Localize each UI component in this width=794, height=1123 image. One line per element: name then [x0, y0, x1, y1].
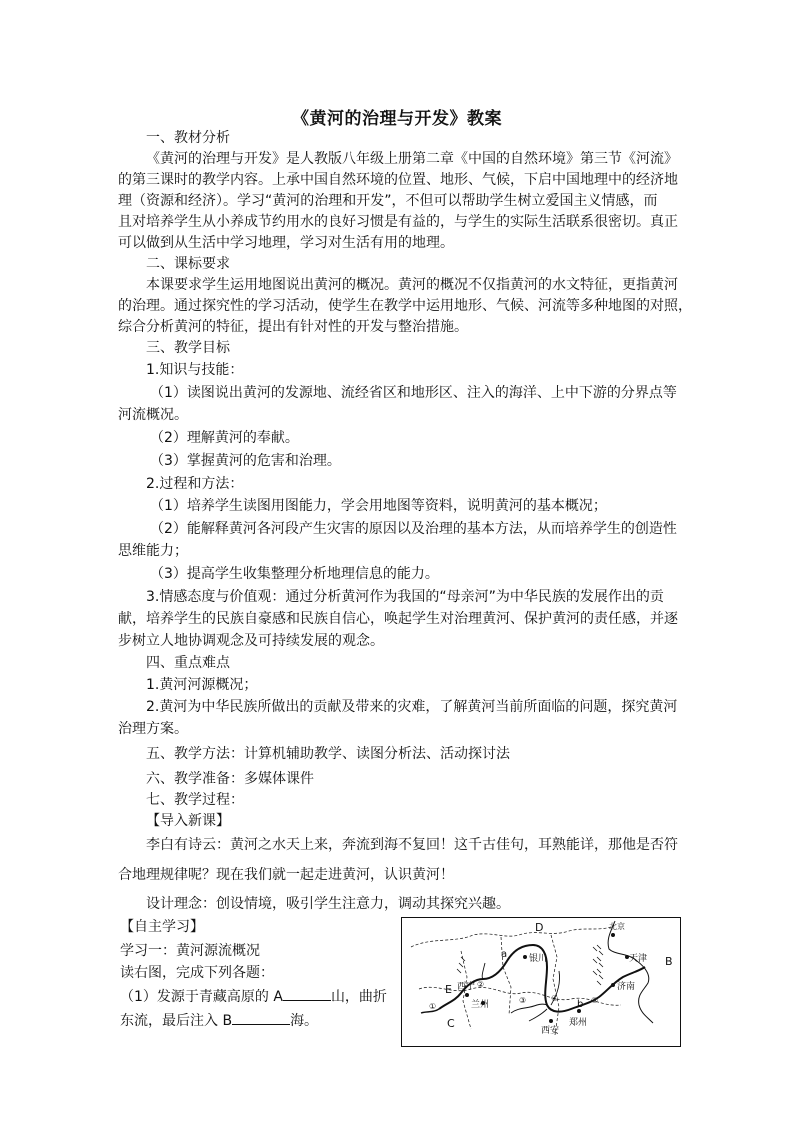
map-label-c: C [447, 1017, 455, 1030]
paragraph-line: （2）理解黄河的奉献。 [150, 430, 299, 446]
paragraph-line: 综合分析黄河的特征，提出有针对性的开发与整治措施。 [118, 319, 468, 335]
map-label-b-lower: b [577, 999, 584, 1010]
map-label-city: 郑州 [569, 1018, 588, 1028]
map-label-b: B [665, 955, 673, 968]
map-label-a: a [501, 949, 508, 960]
paragraph-line: 设计理念：创设情境，吸引学生注意力，调动其探究兴趣。 [146, 896, 510, 912]
paragraph-line: （1）培养学生读图用图能力，学会用地图等资料，说明黄河的基本概况； [150, 498, 607, 514]
question-text: 山，曲折 [330, 989, 387, 1005]
question-line-2 [120, 1010, 318, 1031]
paragraph-line: 治理方案。 [118, 721, 188, 737]
section-heading-1: 一、教材分析 [146, 130, 230, 146]
paragraph-line: 李白有诗云：黄河之水天上来，奔流到海不复回！这千古佳句，耳熟能详，那他是否符 [146, 837, 678, 853]
map-label-num: ③ [519, 996, 527, 1005]
paragraph-line: 本课要求学生运用地图说出黄河的概况。黄河的概况不仅指黄河的水文特征，更指黄河 [146, 277, 678, 293]
paragraph-line: 河流概况。 [118, 407, 188, 423]
map-label-num: ① [429, 1002, 437, 1011]
paragraph-line: 学习一：黄河源流概况 [120, 943, 260, 959]
section-heading-4: 四、重点难点 [146, 655, 230, 671]
question-text: 东流，最后注入 B [120, 1013, 233, 1029]
city-dot [523, 955, 527, 959]
subheading: 【自主学习】 [120, 919, 204, 935]
paragraph-line: 思维能力； [118, 543, 188, 559]
paragraph-line: 献，培养学生的民族自豪感和民族自信心，唤起学生对治理黄河、保护黄河的责任感，并逐 [118, 611, 678, 627]
section-heading-6: 六、教学准备：多媒体课件 [146, 771, 314, 787]
map-label-city: 西安 [541, 1026, 560, 1036]
section-heading-3: 三、教学目标 [146, 340, 230, 356]
paragraph-line: （3）掌握黄河的危害和治理。 [150, 453, 341, 469]
paragraph-line: 且对培养学生从小养成节约用水的良好习惯是有益的，与学生的实际生活联系很密切。真正 [118, 214, 678, 230]
paragraph-line: 2.黄河为中华民族所做出的贡献及带来的灾难，了解黄河当前所面临的问题，探究黄河 [146, 699, 678, 715]
paragraph-line: 的治理。通过探究性的学习活动，使学生在教学中运用地形、气候、河流等多种地图的对照， [118, 298, 692, 314]
paragraph-line: 合地理规律呢？现在我们就一起走进黄河，认识黄河！ [118, 867, 454, 883]
document-title: 《黄河的治理与开发》教案 [292, 109, 502, 129]
map-label-city: 兰州 [471, 1000, 490, 1010]
question-text: （1）发源于青藏高原的 A [120, 989, 283, 1005]
paragraph-line: （2）能解释黄河各河段产生灾害的原因以及治理的基本方法，从而培养学生的创造性 [150, 521, 677, 537]
paragraph-line: 理（资源和经济）。学习“黄河的治理和开发”，不但可以帮助学生树立爱国主义情感，而 [118, 193, 658, 209]
map-label-num: ② [477, 980, 485, 989]
subheading: 1.知识与技能： [146, 362, 244, 378]
map-label-num: ⑤ [591, 996, 599, 1005]
subheading: 【导入新课】 [146, 813, 230, 829]
answer-blank-b[interactable] [232, 1010, 290, 1025]
paragraph-line: 1.黄河河源概况； [146, 677, 258, 693]
subheading: 2.过程和方法： [146, 476, 244, 492]
map-label-e: E [445, 983, 452, 996]
question-line-1 [120, 986, 387, 1007]
paragraph-line: 读右图，完成下列各题： [120, 965, 274, 981]
city-dot [549, 1019, 553, 1023]
map-label-d: D [535, 921, 544, 934]
map-label-city: 银川 [529, 954, 548, 964]
section-heading-7: 七、教学过程： [146, 792, 244, 808]
answer-blank-a[interactable] [283, 986, 331, 1001]
question-text: 海。 [290, 1013, 319, 1029]
paragraph-line: 可以做到从生活中学习地理，学习对生活有用的地理。 [118, 235, 454, 251]
map-label-city: 西宁 [457, 982, 476, 992]
map-label-city: 北京 [609, 922, 625, 931]
paragraph-line: 步树立人地协调观念及可持续发展的观念。 [118, 633, 384, 649]
map-label-city: 济南 [617, 982, 636, 992]
paragraph-line: 3.情感态度与价值观：通过分析黄河作为我国的“母亲河”为中华民族的发展作出的贡 [146, 589, 664, 605]
city-dot [611, 983, 615, 987]
city-dot [465, 993, 469, 997]
paragraph-line: 《黄河的治理与开发》是人教版八年级上册第二章《中国的自然环境》第三节《河流》 [146, 151, 678, 167]
yellow-river-map [401, 917, 681, 1047]
section-heading-5: 五、教学方法：计算机辅助教学、读图分析法、活动探讨法 [146, 746, 510, 762]
paragraph-line: （1）读图说出黄河的发源地、流经省区和地形区、注入的海洋、上中下游的分界点等 [150, 385, 677, 401]
section-heading-2: 二、课标要求 [146, 256, 230, 272]
map-label-city: 天津 [629, 954, 648, 964]
city-dot [611, 933, 615, 937]
map-label-num: ④ [551, 994, 559, 1003]
paragraph-line: （3）提高学生收集整理分析地理信息的能力。 [150, 566, 439, 582]
paragraph-line: 的第三课时的教学内容。上承中国自然环境的位置、地形、气候，下启中国地理中的经济地 [118, 172, 678, 188]
